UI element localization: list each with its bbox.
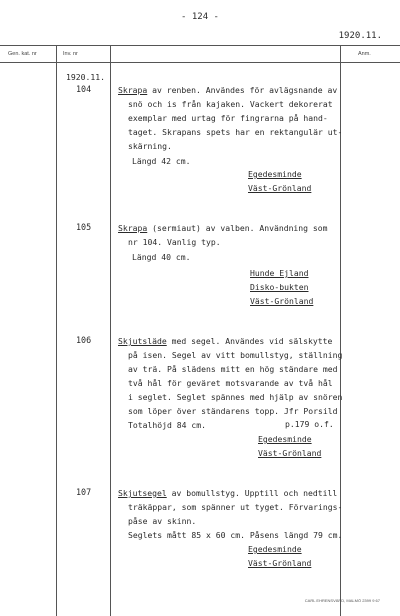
- entry-number: 106: [76, 335, 92, 345]
- column-header-gen-kat: Gen. kat. nr: [8, 51, 37, 57]
- entry-place: Egedesminde: [248, 544, 302, 554]
- entry-text: Skrapa (sermiaut) av valben. Användning som: [118, 223, 328, 233]
- page-year: 1920.11.: [338, 31, 382, 41]
- entry-measure: Längd 42 cm.: [132, 156, 191, 166]
- entry-line: i seglet. Seglet spännes med hjälp av snören: [128, 392, 343, 402]
- entry-line: nr 104. Vanlig typ.: [128, 237, 221, 247]
- page-number: - 124 -: [181, 12, 219, 22]
- entry-line: två hål för geväret motsvarande av två hål: [128, 378, 333, 388]
- entry-line: som löper över ständarens topp. Jfr Porsild: [128, 406, 338, 416]
- entry-number: 104: [76, 84, 92, 94]
- entry-title: Skrapa: [118, 223, 148, 233]
- entry-reference: p.179 o.f.: [285, 419, 334, 429]
- entry-text: Skrapa av renben. Användes för avlägsnande av: [118, 85, 338, 95]
- entry-line: snö och is från kajaken. Vackert dekorerat: [128, 99, 333, 109]
- entry-place: Disko-bukten: [250, 282, 309, 292]
- entry-measure: Totalhöjd 84 cm.: [128, 420, 206, 430]
- entry-title: Skjutsegel: [118, 488, 167, 498]
- entry-line: exemplar med urtag för fingrarna på hand-: [128, 113, 328, 123]
- column-header-anm: Anm.: [358, 51, 371, 57]
- entry-line: taget. Skrapans spets har en rektangulär ut-: [128, 127, 343, 137]
- entry-title: Skrapa: [118, 85, 148, 95]
- entry-place: Egedesminde: [258, 434, 312, 444]
- column-rule-left: [56, 45, 57, 616]
- entry-place: Väst-Grönland: [250, 296, 314, 306]
- entry-number: 107: [76, 487, 92, 497]
- entry-line: påse av skinn.: [128, 516, 197, 526]
- entry-line: träkäppar, som spänner ut tyget. Förvarings-: [128, 502, 343, 512]
- printer-imprint: CARL EHRENSVÄRD, MALMÖ 2399 9 67: [304, 598, 380, 603]
- entry-place: Väst-Grönland: [248, 183, 312, 193]
- column-rule-inv: [110, 45, 111, 616]
- column-header-inv: Inv. nr: [63, 51, 78, 57]
- entry-line: på isen. Segel av vitt bomullstyg, ställning: [128, 350, 343, 360]
- entry-number: 105: [76, 222, 92, 232]
- entry-measure: Längd 40 cm.: [132, 252, 191, 262]
- entry-place: Väst-Grönland: [258, 448, 322, 458]
- entry-text: Skjutsegel av bomullstyg. Upptill och nedtill: [118, 488, 338, 498]
- entry-text: Skjutsläde med segel. Användes vid sälskytte: [118, 336, 333, 346]
- year-marker: 1920.11.: [66, 72, 105, 82]
- entry-place: Väst-Grönland: [248, 558, 312, 568]
- entry-place: Hunde Ejland: [250, 268, 309, 278]
- entry-line: av trä. På slädens mitt en hög ständare med: [128, 364, 338, 374]
- entry-place: Egedesminde: [248, 169, 302, 179]
- entry-title: Skjutsläde: [118, 336, 167, 346]
- entry-line: Seglets mått 85 x 60 cm. Påsens längd 79 cm.: [128, 530, 343, 540]
- entry-line: skärning.: [128, 141, 172, 151]
